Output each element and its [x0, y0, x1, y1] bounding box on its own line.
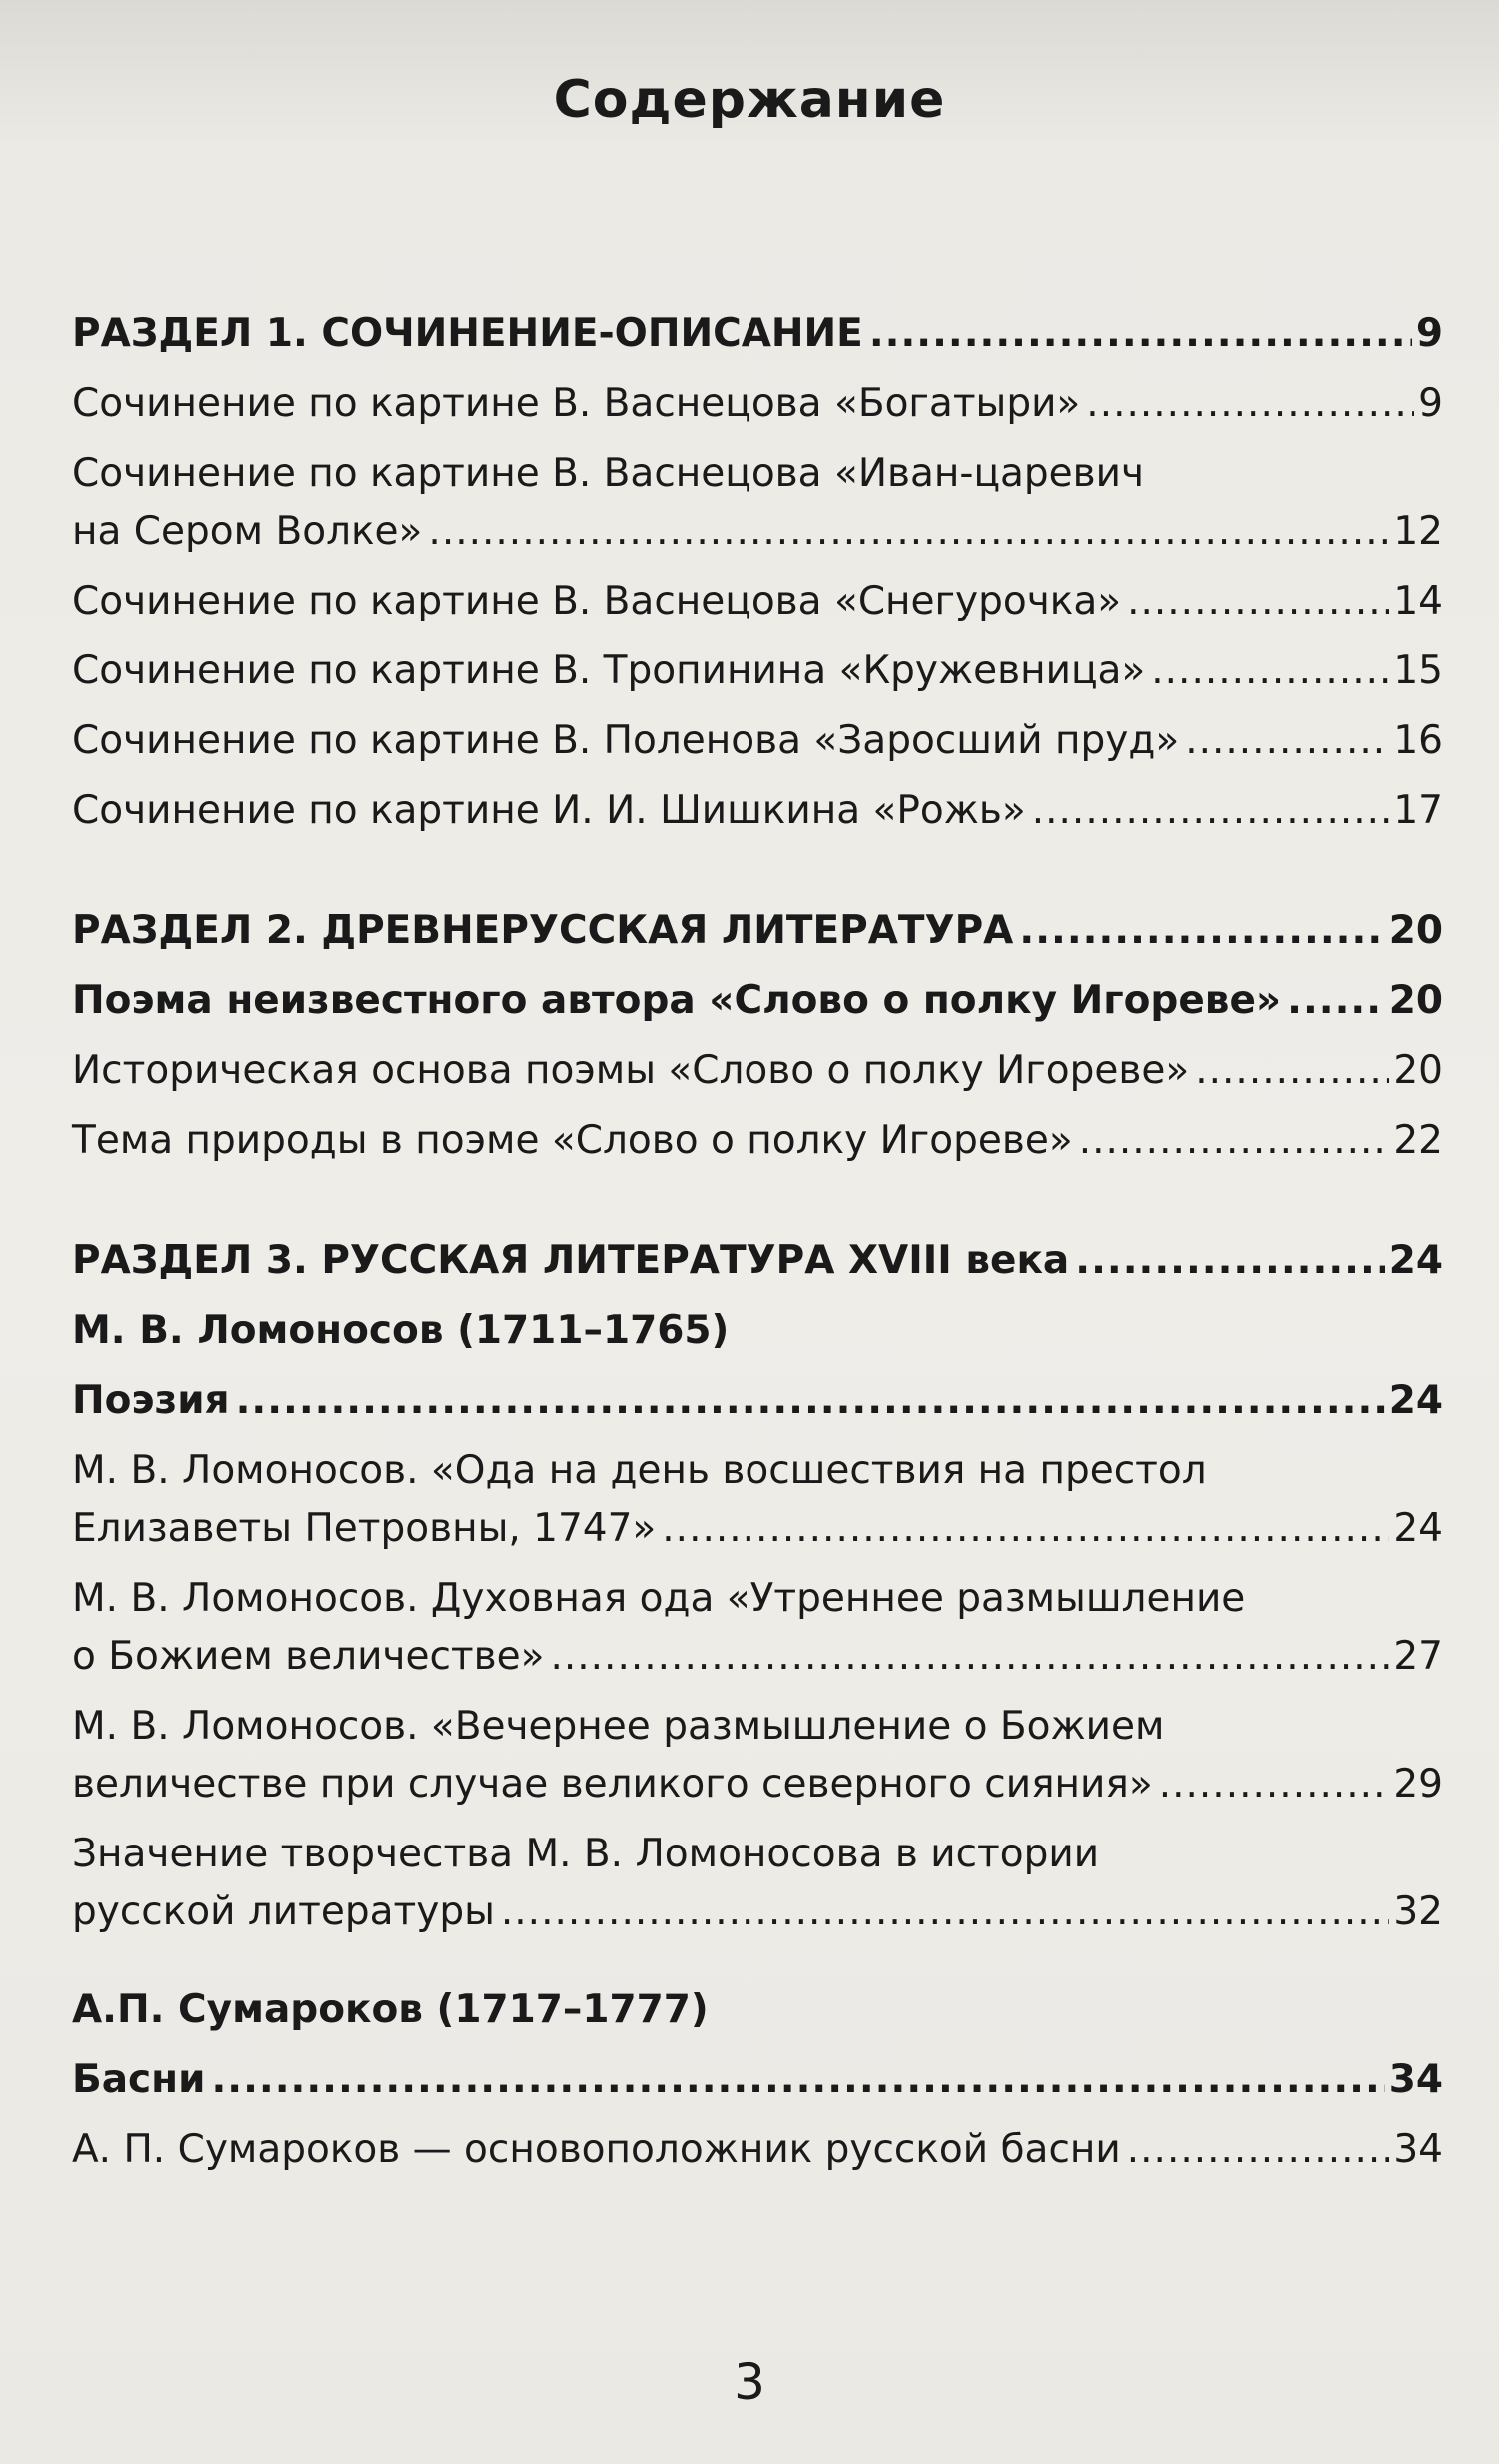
toc-entry[interactable]: Сочинение по картине И. И. Шишкина «Рожь» ..... 17 — [72, 782, 1443, 840]
toc-entry[interactable]: А. П. Сумароков — основоположник русской басни ..... 34 — [72, 2121, 1443, 2179]
table-of-contents — [72, 305, 1443, 2179]
toc-entry[interactable]: М. В. Ломоносов. «Вечернее размышление о Божием величестве при случае великого северного сияния» ..... 29 — [72, 1698, 1443, 1814]
toc-author-heading: М. В. Ломоносов (1711–1765) — [72, 1308, 730, 1353]
toc-author-heading: А.П. Сумароков (1717–1777) — [72, 1987, 709, 2032]
toc-genre-heading[interactable]: Басни ..... 34 — [72, 2051, 1443, 2109]
toc-section-heading[interactable]: РАЗДЕЛ 1. СОЧИНЕНИЕ-ОПИСАНИЕ ..... 9 — [72, 305, 1443, 363]
toc-genre-heading[interactable]: Поэзия ..... 24 — [72, 1372, 1443, 1430]
toc-entry[interactable]: Сочинение по картине В. Васнецова «Иван-царевич на Сером Волке» ..... 12 — [72, 445, 1443, 561]
toc-entry[interactable]: М. В. Ломоносов. Духовная ода «Утреннее размышление о Божием величестве» ..... 27 — [72, 1570, 1443, 1686]
toc-entry[interactable]: Тема природы в поэме «Слово о полку Игореве» ..... 22 — [72, 1112, 1443, 1170]
toc-entry[interactable]: Историческая основа поэмы «Слово о полку Игореве» ..... 20 — [72, 1042, 1443, 1100]
toc-subheading[interactable]: Поэма неизвестного автора «Слово о полку Игореве» ..... 20 — [72, 972, 1443, 1030]
toc-section-heading[interactable]: РАЗДЕЛ 3. РУССКАЯ ЛИТЕРАТУРА XVIII века ..... 24 — [72, 1232, 1443, 1290]
toc-entry[interactable]: Сочинение по картине В. Васнецова «Снегурочка» ..... 14 — [72, 573, 1443, 630]
toc-section-heading[interactable]: РАЗДЕЛ 2. ДРЕВНЕРУССКАЯ ЛИТЕРАТУРА ..... 20 — [72, 902, 1443, 960]
toc-entry[interactable]: Сочинение по картине В. Васнецова «Богатыри» ..... 9 — [72, 375, 1443, 433]
toc-entry[interactable]: Значение творчества М. В. Ломоносова в истории русской литературы ..... 32 — [72, 1826, 1443, 1941]
page-number: 3 — [734, 2353, 765, 2411]
toc-entry[interactable]: М. В. Ломоносов. «Ода на день восшествия на престол Елизаветы Петровны, 1747» ..... 24 — [72, 1442, 1443, 1558]
page-title: Содержание — [553, 70, 946, 130]
toc-entry[interactable]: Сочинение по картине В. Тропинина «Кружевница» ..... 15 — [72, 642, 1443, 700]
toc-entry[interactable]: Сочинение по картине В. Поленова «Заросший пруд» ..... 16 — [72, 712, 1443, 770]
